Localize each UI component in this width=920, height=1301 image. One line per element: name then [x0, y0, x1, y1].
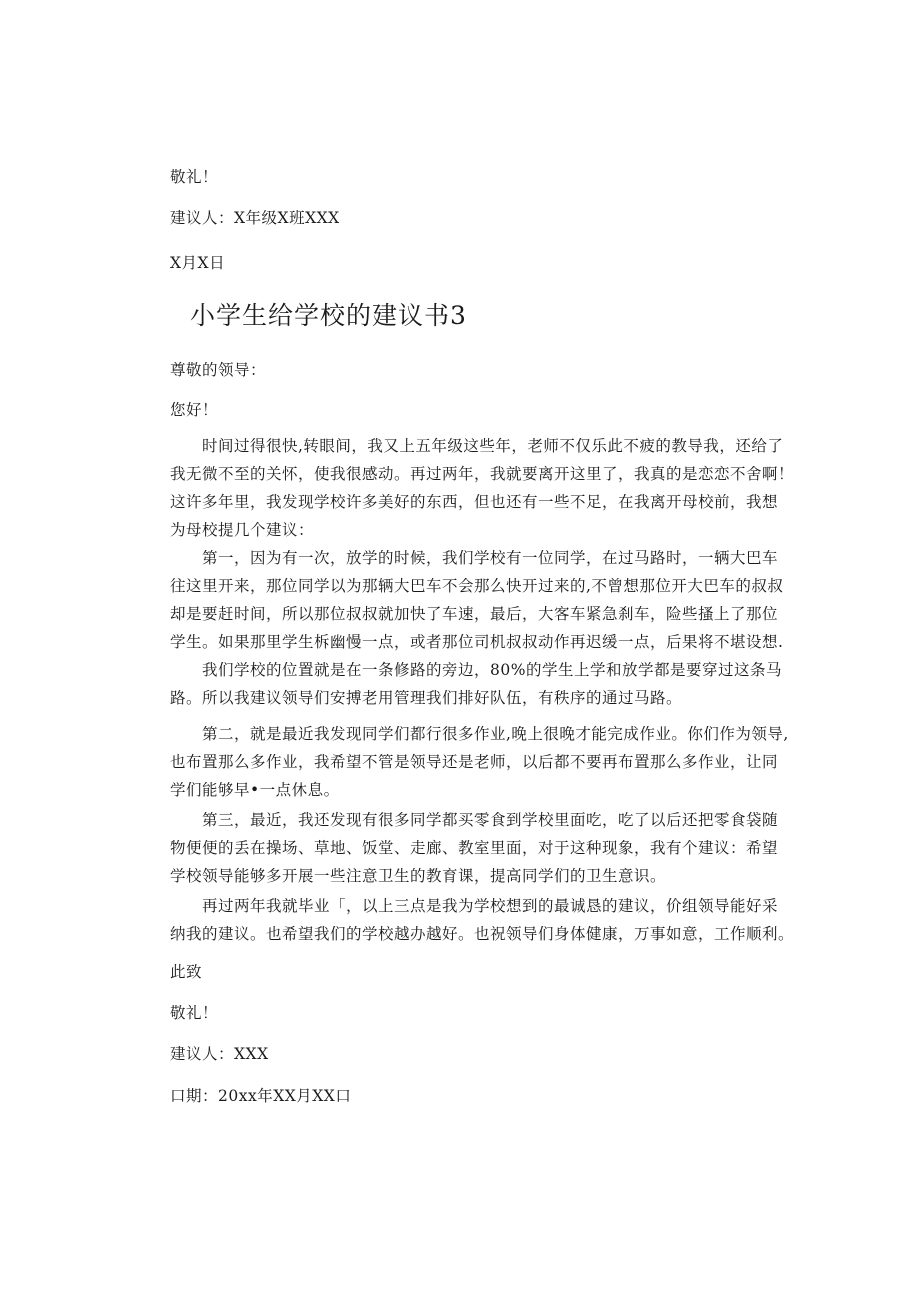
paragraph-line: 路。所以我建议领导们安搏老用管理我们排好队伍，有秩序的通过马路。 [170, 689, 683, 707]
paragraph-line: 物便便的丢在操场、草地、饭堂、走廊、教室里面，对于这种现象，我有个建议：希望 [170, 839, 779, 857]
paragraph-line: 学们能够早•一点休息。 [170, 781, 340, 799]
paragraph-line: 纳我的建议。也希望我们的学校越办越好。也祝领导们身体健康，万事如意，工作顺利。 [170, 925, 795, 943]
paragraph-line: 我们学校的位置就是在一条修路的旁边，80%的学生上学和放学都是要穿过这条马 [170, 661, 782, 679]
paragraph-school-location [170, 656, 790, 712]
date-text: X月X日 [170, 254, 226, 272]
greeting-text: 尊敬的领导： [170, 361, 267, 379]
paragraph-intro [170, 432, 795, 544]
paragraph-line: 为母校提几个建议： [170, 521, 315, 539]
paragraph-line: 第二，就是最近我发现同学们都行很多作业,晚上很晚才能完成作业。你们作为领导, [170, 725, 789, 743]
paragraph-line: 第三，最近，我还发现有很多同学都买零食到学校里面吃，吃了以后还把零食袋随 [170, 811, 779, 829]
paragraph-line: 学校领导能够多开展一些注意卫生的教育课，提高同学们的卫生意识。 [170, 867, 667, 885]
closing-proposer-text: 建议人：XXX [170, 1045, 269, 1063]
paragraph-line: 却是要赶时间，所以那位叔叔就加快了车速，最后，大客车紧急刹车，险些搔上了那位 [170, 605, 779, 623]
paragraph-line: 我无微不至的关怀，使我很感动。再过两年，我就要离开这里了，我真的是恋恋不舍啊！ [170, 465, 795, 483]
paragraph-line: 这许多年里，我发现学校许多美好的东西，但也还有一些不足，在我离开母校前，我想 [170, 493, 779, 511]
paragraph-second-suggestion [170, 720, 790, 804]
paragraph-line: 也布置那么多作业，我希望不管是领导还是老师，以后都不要再布置那么多作业，让同 [170, 753, 779, 771]
paragraph-line: 学生。如果那里学生柝幽慢一点，或者那位司机叔叔动作再迟缓一点，后果将不堪设想. [170, 633, 784, 651]
paragraph-line: 往这里开来，那位同学以为那辆大巴车不会那么快开过来的,不曾想那位开大巴车的叔叔 [170, 577, 784, 595]
closing-salute-text: 敬礼！ [170, 1004, 219, 1022]
paragraph-line: 第一，因为有一次，放学的时候，我们学校有一位同学，在过马路时，一辆大巴车 [170, 549, 779, 567]
paragraph-line: 再过两年我就毕业「，以上三点是我为学校想到的最诚恳的建议，价组领导能好采 [170, 897, 779, 915]
salute-text: 敬礼！ [170, 168, 219, 186]
hello-text: 您好！ [170, 401, 219, 419]
paragraph-first-suggestion [170, 544, 790, 656]
paragraph-third-suggestion [170, 806, 790, 890]
document-title: 小学生给学校的建议书3 [190, 301, 467, 330]
paragraph-conclusion [170, 892, 795, 948]
paragraph-line: 时间过得很快,转眼间，我又上五年级这些年，老师不仅乐此不疲的教导我，还给了 [170, 437, 784, 455]
ci-zhi-text: 此致 [170, 963, 203, 981]
closing-date-text: 口期：20xx年XX月XX口 [170, 1087, 352, 1105]
proposer-text: 建议人：X年级X班XXX [170, 209, 340, 227]
